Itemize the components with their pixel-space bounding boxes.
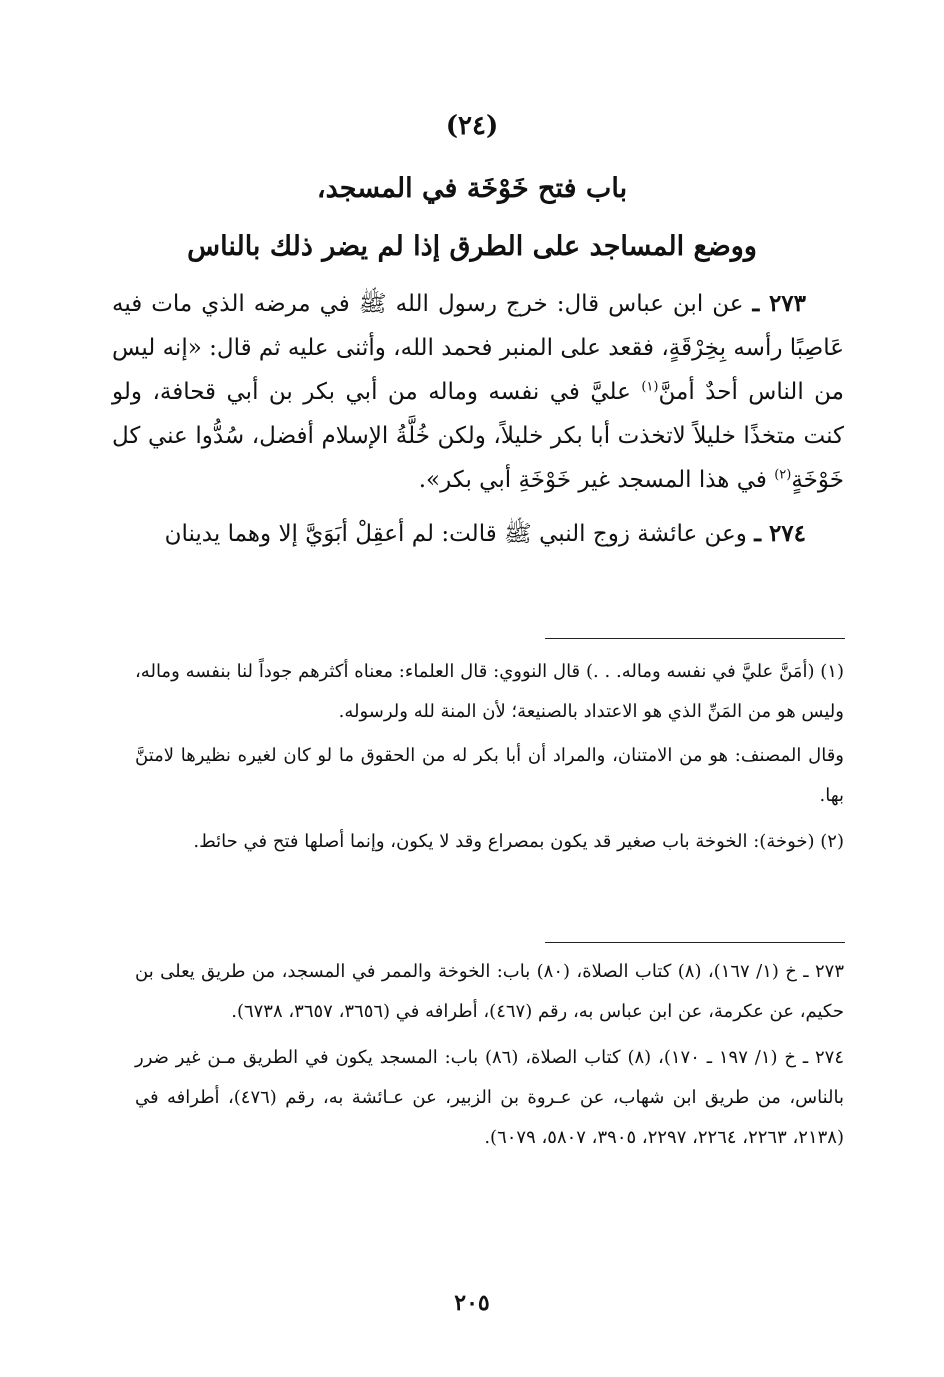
source-273: ٢٧٣ ـ خ (١/ ١٦٧)، (٨) كتاب الصلاة، (٨٠) باب: الخوخة والممر في المسجد، من طريق يعلى بن حكيم، عن عكرمة، عن ابن عباس به، رقم (٤٦٧)، أطرافه في (٣٦٥٦، ٣٦٥٧، ٦٧٣٨). <box>135 961 844 1022</box>
chapter-title <box>150 160 794 276</box>
hadith-273-text-part-2: عليَّ في نفسه وماله من أبي بكر بن أبي قحافة، ولو كنت متخذًا خليلاً لاتخذت أبا بكر خليلاً، ولكن خُلَّةُ الإسلام أفضل، سُدُّوا عني كل خَوْخَةٍ <box>112 379 844 493</box>
hadith-273-paragraph <box>112 282 844 502</box>
footnote-ref-2[interactable]: (٢) <box>774 467 792 483</box>
page-number: ٢٠٥ <box>454 1290 490 1316</box>
footnote-divider <box>545 638 845 639</box>
hadith-274-text: وعن عائشة زوج النبي ﷺ قالت: لم أعقِلْ أبَوَيَّ إلا وهما يدينان <box>164 521 755 547</box>
chapter-title-line-1: باب فتح خَوْخَة في المسجد، <box>316 173 628 204</box>
sources-divider <box>545 942 845 943</box>
main-text <box>112 282 844 566</box>
chapter-title-line-2: ووضع المساجد على الطرق إذا لم يضر ذلك بالناس <box>187 231 757 262</box>
footnote-2: (٢) (خوخة): الخوخة باب صغير قد يكون بمصراع وقد لا يكون، وإنما أصلها فتح في حائط. <box>193 831 844 852</box>
source-274: ٢٧٤ ـ خ (١/ ١٩٧ ـ ١٧٠)، (٨) كتاب الصلاة، (٨٦) باب: المسجد يكون في الطريق مـن غير ضرر بالناس، من طريق ابن شهاب، عن عـروة بن الزبير، عن عـائشة به، رقم (٤٧٦)، أطرافه في (٢١٣٨، ٢٢٦٣، ٢٢٦٤، ٢٢٩٧، ٣٩٠٥، ٥٨٠٧، ٦٠٧٩). <box>135 1047 845 1148</box>
footnote-1: (١) (أمَنَّ عليَّ في نفسه وماله. . .) قال النووي: قال العلماء: معناه أكثرهم جوداً لنا بنفسه وماله، وليس هو من المَنِّ الذي هو الاعتداد بالصنيعة؛ لأن المنة لله ولرسوله. <box>135 661 844 722</box>
footnote-ref-1[interactable]: (١) <box>641 379 659 395</box>
hadith-273-text-part-1: عن ابن عباس قال: خرج رسول الله ﷺ في مرضه الذي مات فيه عَاصِبًا رأسه بِخِرْقَةٍ، فقعد على المنبر فحمد الله، وأثنى عليه ثم قال: «إنه ليس من الناس أحدٌ أمنَّ <box>112 291 844 405</box>
hadith-274-paragraph <box>112 512 844 556</box>
footnote-1-continuation: وقال المصنف: هو من الامتنان، والمراد أن أبا بكر له من الحقوق ما لو كان لغيره نظيرها لامتنَّ بها. <box>135 745 844 806</box>
hadith-273-number: ٢٧٣ ـ <box>752 290 806 317</box>
hadith-274-number: ٢٧٤ ـ <box>754 520 806 547</box>
chapter-number: (٢٤) <box>445 111 499 141</box>
hadith-273-text-part-3: في هذا المسجد غير خَوْخَةِ أبي بكر». <box>418 467 775 493</box>
sources <box>135 952 844 1164</box>
footnotes <box>135 652 844 866</box>
